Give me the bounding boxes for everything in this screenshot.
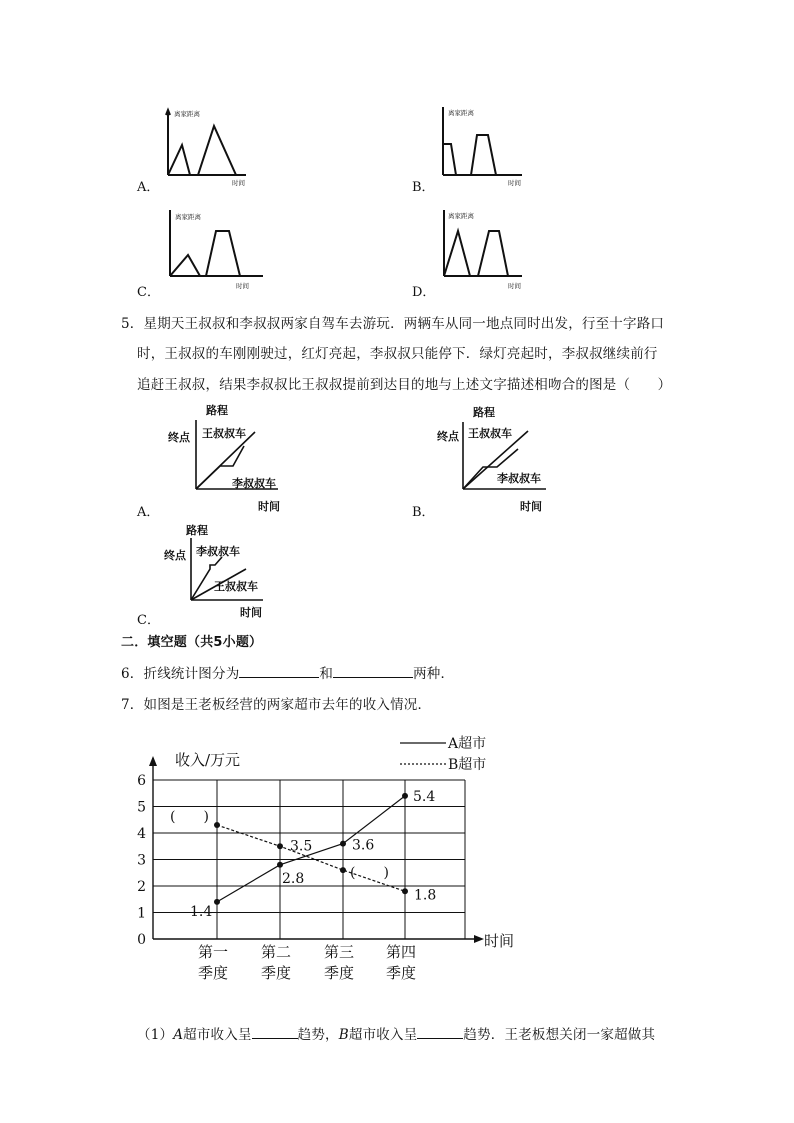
data-point-b bbox=[214, 822, 220, 828]
sub1-a: A bbox=[173, 1027, 184, 1043]
sub1-p4: 超市收入呈 bbox=[348, 1027, 418, 1043]
y-tick-label: 3 bbox=[137, 852, 146, 869]
y-axis-label: 离家距离 bbox=[448, 212, 474, 220]
data-label-b: ( ) bbox=[350, 865, 389, 882]
data-point-a bbox=[402, 793, 408, 799]
data-label-b: 3.5 bbox=[290, 838, 313, 855]
q7-sub1 bbox=[137, 1023, 655, 1043]
x-axis-title: 时间 bbox=[484, 932, 515, 950]
x-axis-label: 时间 bbox=[508, 179, 521, 187]
option-letter: C． bbox=[137, 613, 160, 628]
y-axis-label: 离家距离 bbox=[448, 109, 474, 117]
x-tick-label: 季度 bbox=[385, 964, 417, 982]
lower-line-label: 李叔叔车 bbox=[497, 472, 541, 485]
data-label-b: ( ) bbox=[170, 809, 209, 826]
x-tick-label: 第一 bbox=[197, 943, 229, 961]
data-point-b bbox=[340, 867, 346, 873]
option-letter: B． bbox=[412, 505, 435, 520]
data-point-a bbox=[277, 862, 283, 868]
option-letter: A． bbox=[137, 505, 160, 520]
option-letter: C． bbox=[137, 285, 160, 300]
legend-label-a: A超市 bbox=[448, 736, 487, 752]
q7-text: 7．如图是王老板经营的两家超市去年的收入情况． bbox=[121, 697, 432, 713]
y-axis-title: 收入/万元 bbox=[175, 751, 241, 769]
x-tick-label: 季度 bbox=[260, 964, 292, 982]
x-tick-label: 第二 bbox=[260, 943, 292, 961]
sub1-b: B bbox=[338, 1027, 349, 1043]
data-point-b bbox=[402, 888, 408, 894]
upper-line-label: 李叔叔车 bbox=[196, 545, 240, 558]
data-label-a: 5.4 bbox=[413, 788, 436, 805]
y-axis-label: 路程 bbox=[206, 404, 228, 417]
y-tick-label: 2 bbox=[137, 879, 146, 895]
x-axis-label: 时间 bbox=[520, 500, 542, 513]
sub1-p2: 超市收入呈 bbox=[183, 1027, 252, 1043]
end-label: 终点 bbox=[437, 430, 459, 443]
y-tick-label: 5 bbox=[137, 799, 146, 816]
data-point-a bbox=[214, 899, 220, 905]
x-tick-label: 第四 bbox=[385, 943, 417, 961]
series-line-b bbox=[217, 825, 405, 891]
section-title: 二．填空题（共5小题） bbox=[121, 635, 263, 650]
option-letter: A． bbox=[137, 180, 160, 195]
y-axis-label: 路程 bbox=[473, 406, 495, 419]
legend-label-b: B超市 bbox=[448, 757, 487, 773]
x-axis-label: 时间 bbox=[236, 282, 249, 290]
x-axis-arrow bbox=[474, 935, 484, 943]
y-axis-label: 离家距离 bbox=[175, 213, 201, 221]
answer-blank[interactable] bbox=[252, 1026, 298, 1039]
sub1-p3: 趋势， bbox=[297, 1027, 339, 1043]
upper-line-label: 王叔叔车 bbox=[468, 427, 512, 440]
x-axis-label: 时间 bbox=[240, 606, 262, 619]
q5-line-1: 5．星期天王叔叔和李叔叔两家自驾车去游玩．两辆车从同一地点同时出发，行至十字路口 bbox=[121, 316, 665, 332]
sub1-p5: 趋势．王老板想关闭一家超做其 bbox=[463, 1027, 656, 1043]
data-label-a: 1.4 bbox=[190, 903, 213, 920]
y-tick-label: 1 bbox=[137, 905, 146, 922]
end-label: 终点 bbox=[168, 431, 190, 444]
data-label-a: 2.8 bbox=[282, 870, 305, 887]
x-axis-label: 时间 bbox=[232, 179, 245, 187]
upper-line-label: 王叔叔车 bbox=[202, 427, 246, 440]
q5-line-3: 追赶王叔叔，结果李叔叔比王叔叔提前到达目的地与上述文字描述相吻合的图是（ ） bbox=[137, 377, 672, 393]
y-axis-label: 路程 bbox=[186, 524, 208, 537]
data-point-b bbox=[277, 843, 283, 849]
x-tick-label: 第三 bbox=[323, 943, 355, 961]
lower-line-label: 王叔叔车 bbox=[214, 580, 258, 593]
x-tick-label: 季度 bbox=[323, 964, 355, 982]
data-label-b: 1.8 bbox=[414, 887, 437, 904]
end-label: 终点 bbox=[164, 549, 186, 562]
q6-prefix: 6．折线统计图分为 bbox=[121, 666, 240, 682]
q6-mid: 和 bbox=[319, 666, 334, 682]
x-axis-label: 时间 bbox=[508, 282, 521, 290]
option-letter: B． bbox=[412, 180, 435, 195]
y-tick-label: 6 bbox=[137, 773, 146, 789]
data-point-a bbox=[340, 841, 346, 847]
lower-line-label: 李叔叔车 bbox=[232, 477, 276, 490]
answer-blank[interactable] bbox=[417, 1026, 463, 1039]
y-tick-label: 4 bbox=[137, 826, 146, 842]
x-axis-label: 时间 bbox=[258, 500, 280, 513]
y-axis-label: 离家距离 bbox=[174, 110, 200, 118]
option-letter: D． bbox=[412, 285, 436, 300]
q6-suffix: 两种． bbox=[413, 666, 455, 682]
sub1-number: （1） bbox=[137, 1027, 174, 1043]
q5-line-2: 时，王叔叔的车刚刚驶过，红灯亮起，李叔叔只能停下．绿灯亮起时，李叔叔继续前行 bbox=[137, 346, 658, 362]
x-tick-label: 季度 bbox=[197, 964, 229, 982]
y-axis-arrow bbox=[149, 756, 157, 766]
y-tick-label: 0 bbox=[137, 932, 146, 948]
data-label-a: 3.6 bbox=[352, 837, 375, 854]
